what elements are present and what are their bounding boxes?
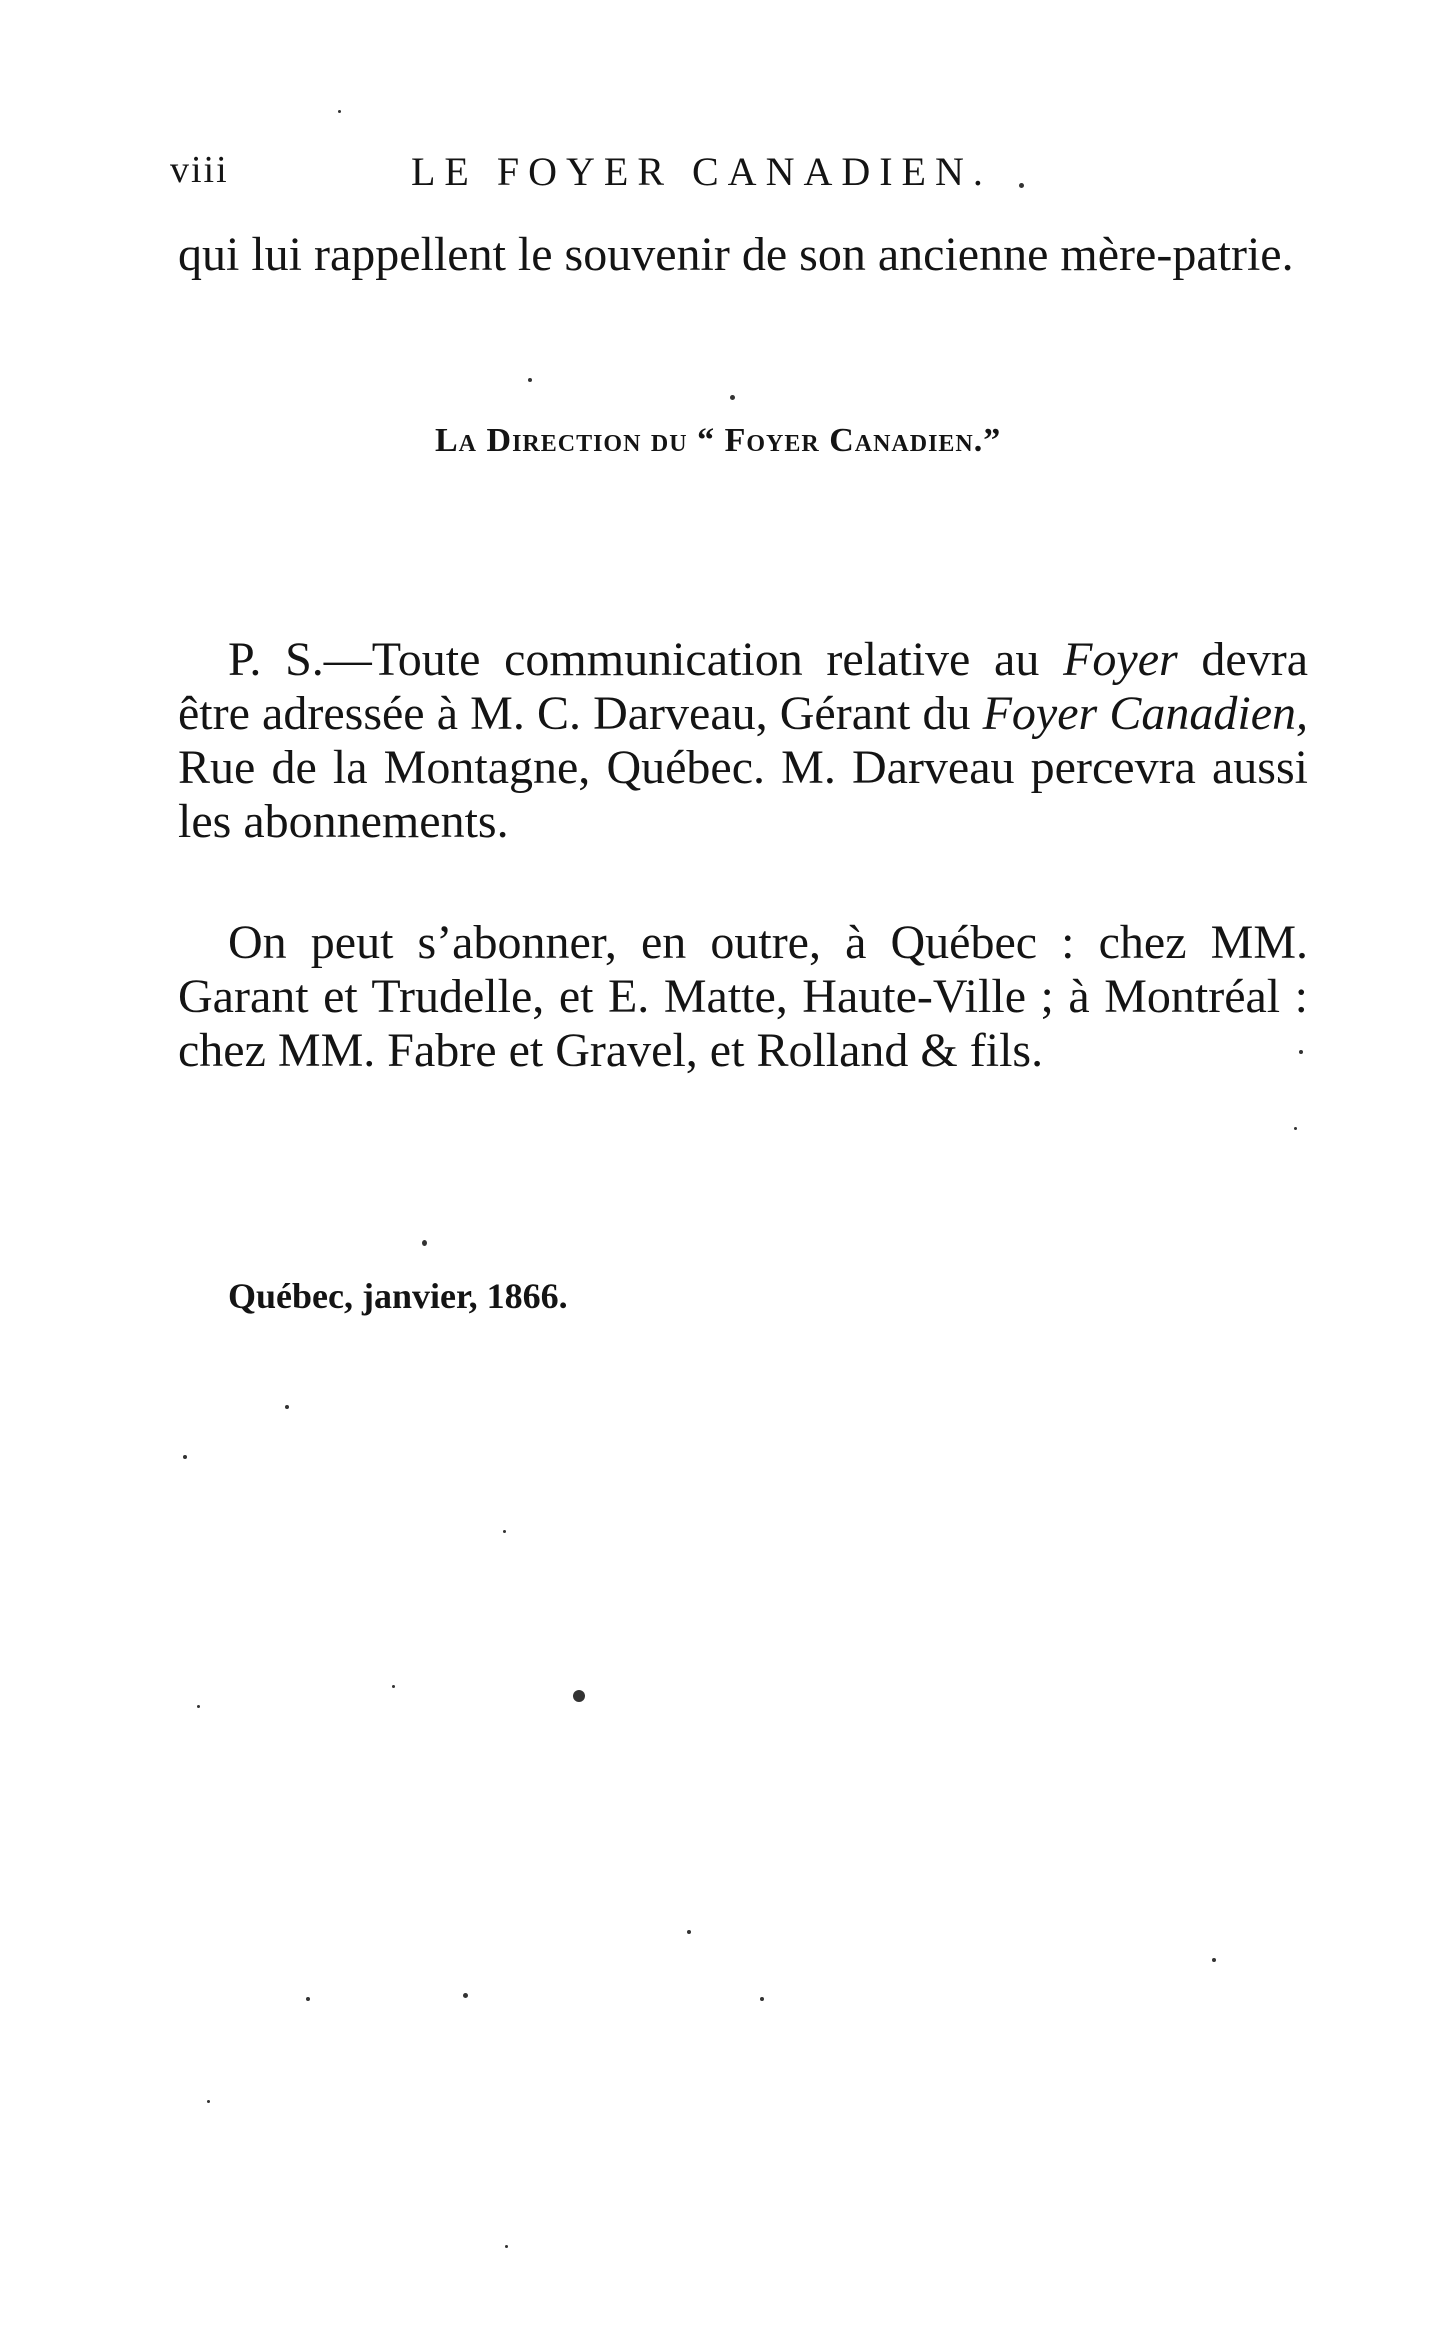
scan-speck [285, 1405, 289, 1409]
subscriptions-text: On peut s’abonner, en outre, à Québec : chez MM. Garant et Trudelle, et E. Matte, Haute-Ville ; à Montréal : chez MM. Fabre et Gravel, et Rolland & fils. [178, 916, 1308, 1077]
dateline: Québec, janvier, 1866. [228, 1276, 568, 1316]
scan-speck [687, 1930, 691, 1934]
page-number: viii [170, 149, 229, 191]
scan-speck [503, 1530, 506, 1533]
postscript-part-1: P. S.—Toute communication relative au [228, 633, 1064, 686]
scan-speck [207, 2100, 210, 2103]
scan-speck [463, 1993, 468, 1998]
continuation-text: qui lui rappellent le souvenir de son ancienne mère-patrie. [178, 228, 1294, 281]
scan-speck [573, 1690, 585, 1702]
scan-speck [1294, 1127, 1297, 1130]
scan-speck [1212, 1958, 1216, 1962]
scan-speck [1299, 1050, 1303, 1054]
running-head [170, 148, 1320, 208]
postscript-text [178, 633, 1308, 849]
scan-speck [505, 2245, 508, 2248]
scan-speck [760, 1997, 764, 2001]
postscript-paragraph [178, 633, 1308, 849]
scan-speck [1019, 183, 1024, 188]
scan-speck [528, 378, 532, 382]
continuation-paragraph [178, 228, 1308, 282]
running-title: LE FOYER CANADIEN. [411, 149, 992, 194]
postscript-foyer-canadien: Foyer Canadien, [982, 687, 1308, 740]
scan-speck [338, 110, 341, 113]
scan-speck [422, 1240, 427, 1246]
postscript-part-2: devra être adressée à M. C. Darveau, Gérant du [178, 633, 1308, 740]
signature: La Direction du “ Foyer Canadien.” [435, 422, 1002, 459]
scan-speck [392, 1685, 395, 1688]
subscriptions-paragraph [178, 916, 1308, 1078]
scan-speck [183, 1455, 187, 1459]
scan-speck [306, 1997, 310, 2001]
postscript-foyer: Foyer [1063, 633, 1178, 686]
postscript-part-3: Rue de la Montagne, Québec. M. Darveau percevra aussi les abonnements. [178, 741, 1308, 848]
scan-speck [730, 395, 735, 400]
scan-speck [197, 1705, 200, 1708]
